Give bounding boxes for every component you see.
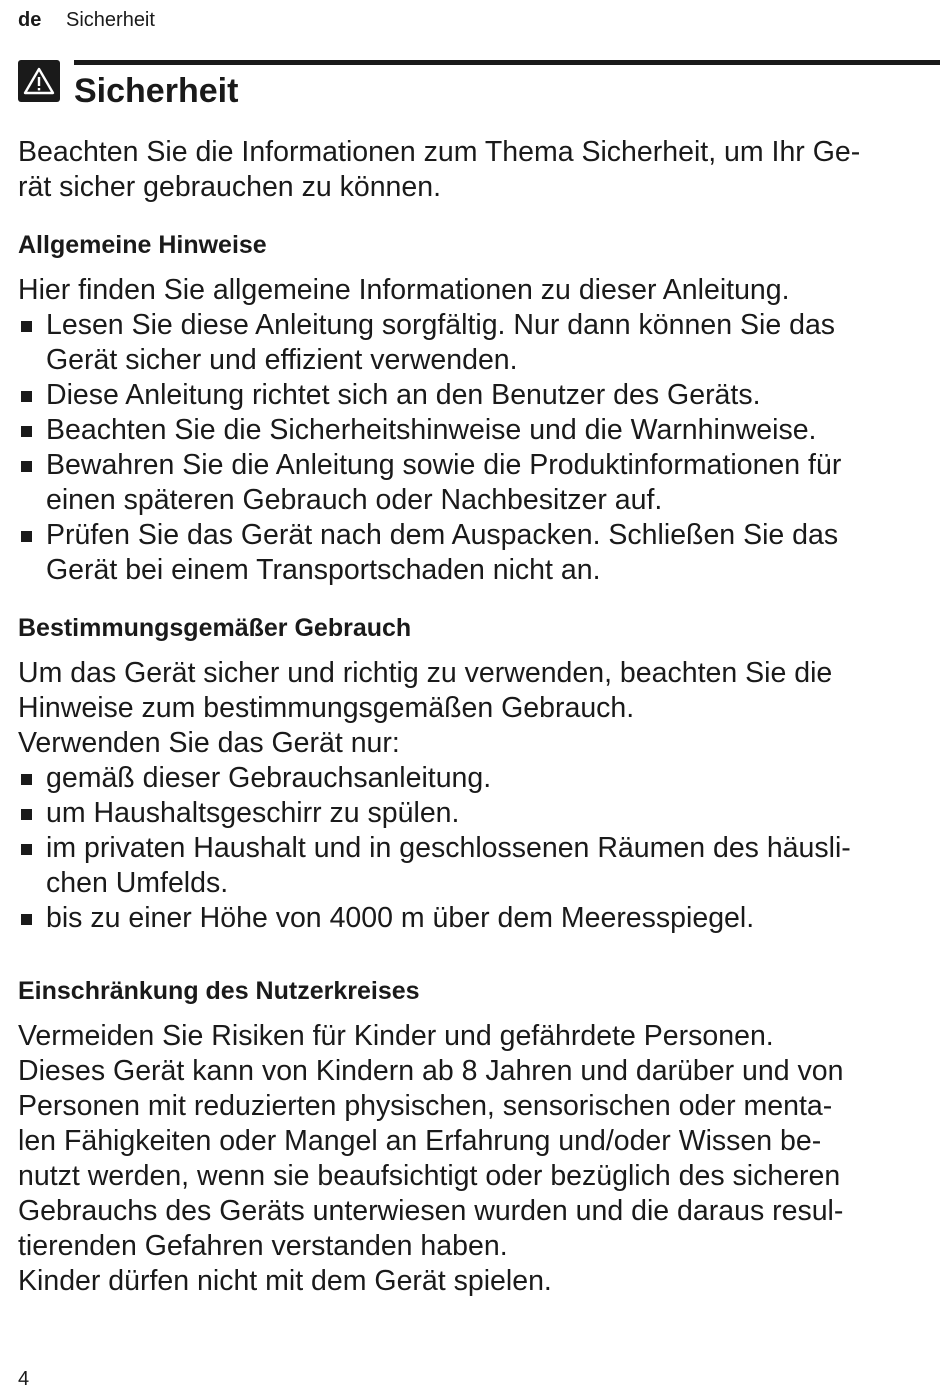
header-language: de	[18, 9, 42, 31]
section-text: Hinweise zum bestimmungsgemäßen Gebrauch.	[18, 692, 635, 724]
square-bullet-icon	[21, 461, 32, 472]
square-bullet-icon	[21, 809, 32, 820]
section-text: Hier finden Sie allgemeine Informationen zu dieser Anleitung.	[18, 274, 790, 306]
header-section: Sicherheit	[66, 9, 155, 31]
section-text: Dieses Gerät kann von Kindern ab 8 Jahren und darüber und von	[18, 1055, 844, 1087]
intro-paragraph	[18, 135, 938, 205]
square-bullet-icon	[21, 321, 32, 332]
section-text: tierenden Gefahren verstanden haben.	[18, 1230, 508, 1262]
warning-triangle-icon	[18, 60, 60, 102]
section-heading-general: Allgemeine Hinweise	[18, 231, 267, 259]
list-item: Lesen Sie diese Anleitung sorgfältig. Nur dann können Sie das Gerät sicher und effizient verwenden.	[18, 308, 938, 378]
section-text: len Fähigkeiten oder Mangel an Erfahrung und/oder Wissen be-	[18, 1125, 822, 1157]
list-item: um Haushaltsgeschirr zu spülen.	[18, 796, 938, 831]
section-text: Kinder dürfen nicht mit dem Gerät spielen.	[18, 1265, 552, 1297]
title-rule	[74, 60, 940, 65]
section-heading-intended-use: Bestimmungsgemäßer Gebrauch	[18, 614, 412, 642]
list-item: Prüfen Sie das Gerät nach dem Auspacken. Schließen Sie das Gerät bei einem Transportschaden nicht an.	[18, 518, 938, 588]
section-text: Verwenden Sie das Gerät nur:	[18, 727, 400, 759]
intro-line: rät sicher gebrauchen zu können.	[18, 171, 442, 203]
square-bullet-icon	[21, 426, 32, 437]
list-item: Bewahren Sie die Anleitung sowie die Produktinformationen für einen späteren Gebrauch oder Nachbesitzer auf.	[18, 448, 938, 518]
section-heading-user-restriction: Einschränkung des Nutzerkreises	[18, 977, 420, 1005]
list-item: Beachten Sie die Sicherheitshinweise und die Warnhinweise.	[18, 413, 938, 448]
list-item: gemäß dieser Gebrauchsanleitung.	[18, 761, 938, 796]
list-item: bis zu einer Höhe von 4000 m über dem Meeresspiegel.	[18, 901, 938, 936]
intro-line: Beachten Sie die Informationen zum Thema Sicherheit, um Ihr Ge-	[18, 136, 861, 168]
page-number: 4	[18, 1368, 30, 1390]
square-bullet-icon	[21, 774, 32, 785]
section-text: Vermeiden Sie Risiken für Kinder und gefährdete Personen.	[18, 1020, 774, 1052]
square-bullet-icon	[21, 844, 32, 855]
list-item: Diese Anleitung richtet sich an den Benutzer des Geräts.	[18, 378, 938, 413]
section-text: nutzt werden, wenn sie beaufsichtigt oder bezüglich des sicheren	[18, 1160, 841, 1192]
square-bullet-icon	[21, 914, 32, 925]
section-text: Personen mit reduzierten physischen, sensorischen oder menta-	[18, 1090, 833, 1122]
intended-use-list	[18, 761, 938, 936]
section-text: Um das Gerät sicher und richtig zu verwenden, beachten Sie die	[18, 657, 833, 689]
list-item: im privaten Haushalt und in geschlossenen Räumen des häusli- chen Umfelds.	[18, 831, 938, 901]
square-bullet-icon	[21, 391, 32, 402]
page-title: Sicherheit	[74, 72, 239, 110]
square-bullet-icon	[21, 531, 32, 542]
content	[18, 135, 938, 1299]
general-list	[18, 308, 938, 588]
section-text: Gebrauchs des Geräts unterwiesen wurden und die daraus resul-	[18, 1195, 844, 1227]
